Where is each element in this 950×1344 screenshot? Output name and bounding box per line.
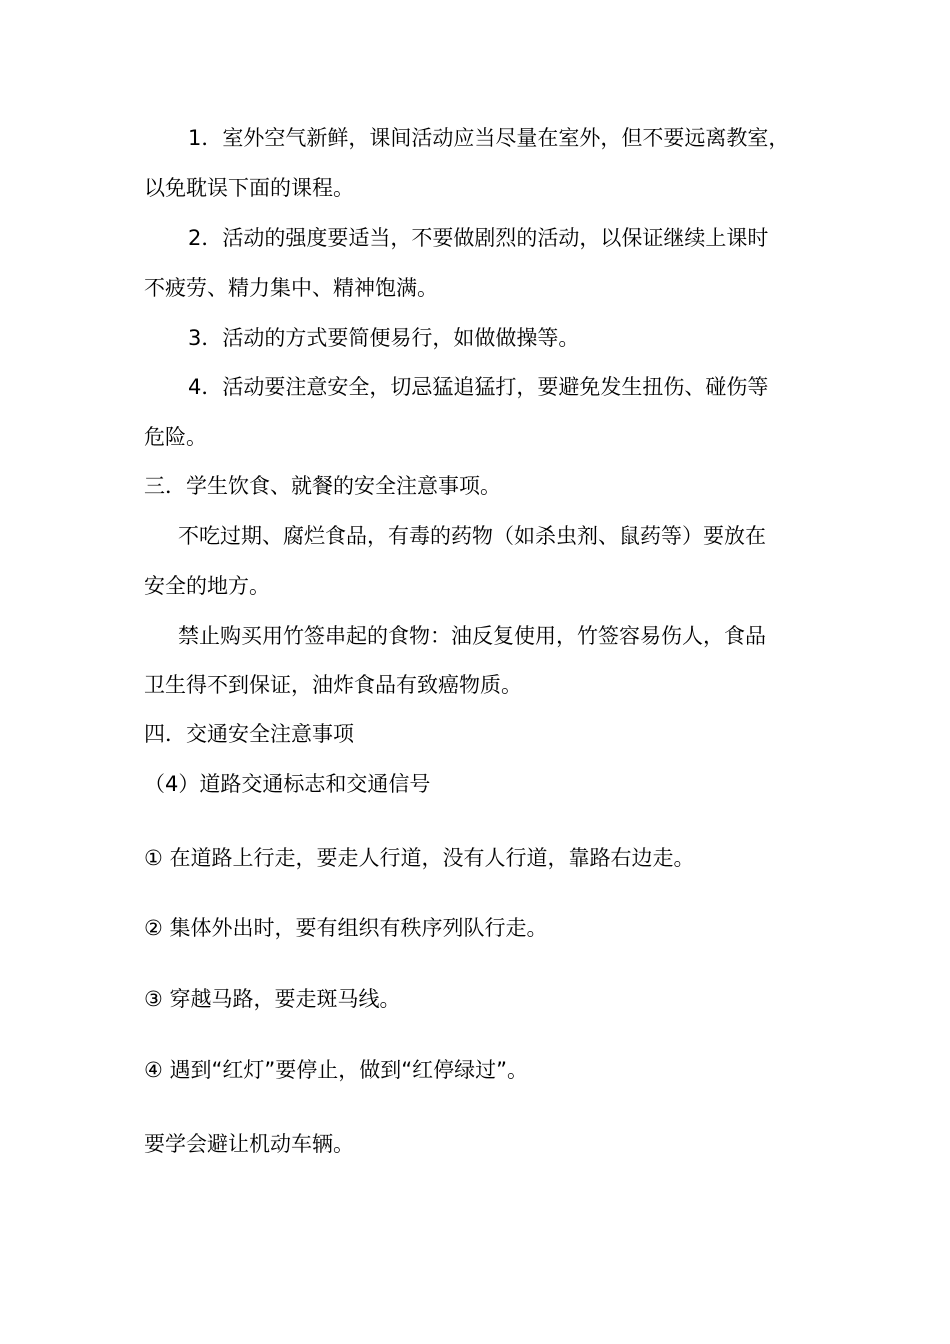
text-line-6: 4．活动要注意安全，切忌猛追猛打，要避免发生扭伤、碰伤等: [188, 375, 769, 399]
text-line-4: 不疲劳、精力集中、精神饱满。: [144, 276, 438, 300]
text-line-3: 2．活动的强度要适当，不要做剧烈的活动，以保证继续上课时: [188, 226, 769, 250]
text-line-10: 安全的地方。: [144, 574, 270, 598]
subsection-heading: （4）道路交通标志和交通信号: [144, 772, 431, 796]
list-item-1: ① 在道路上行走，要走人行道，没有人行道，靠路右边走。: [144, 846, 695, 870]
list-item-3: ③ 穿越马路，要走斑马线。: [144, 987, 401, 1011]
text-line-19: 要学会避让机动车辆。: [144, 1132, 354, 1156]
list-item-4: ④ 遇到“红灯”要停止，做到“红停绿过”。: [144, 1058, 529, 1082]
section-heading-3: 三．学生饮食、就餐的安全注意事项。: [144, 474, 501, 498]
text-line-7: 危险。: [144, 425, 207, 449]
text-line-9: 不吃过期、腐烂食品，有毒的药物（如杀虫剂、鼠药等）要放在: [178, 524, 766, 548]
text-line-12: 卫生得不到保证，油炸食品有致癌物质。: [144, 673, 522, 697]
text-line-5: 3．活动的方式要简便易行，如做做操等。: [188, 326, 580, 350]
text-line-2: 以免耽误下面的课程。: [144, 176, 354, 200]
text-line-11: 禁止购买用竹签串起的食物：油反复使用，竹签容易伤人，食品: [178, 624, 766, 648]
section-heading-4: 四．交通安全注意事项: [144, 722, 354, 746]
text-line-1: 1．室外空气新鲜，课间活动应当尽量在室外，但不要远离教室，: [188, 126, 790, 150]
list-item-2: ② 集体外出时，要有组织有秩序列队行走。: [144, 916, 548, 940]
